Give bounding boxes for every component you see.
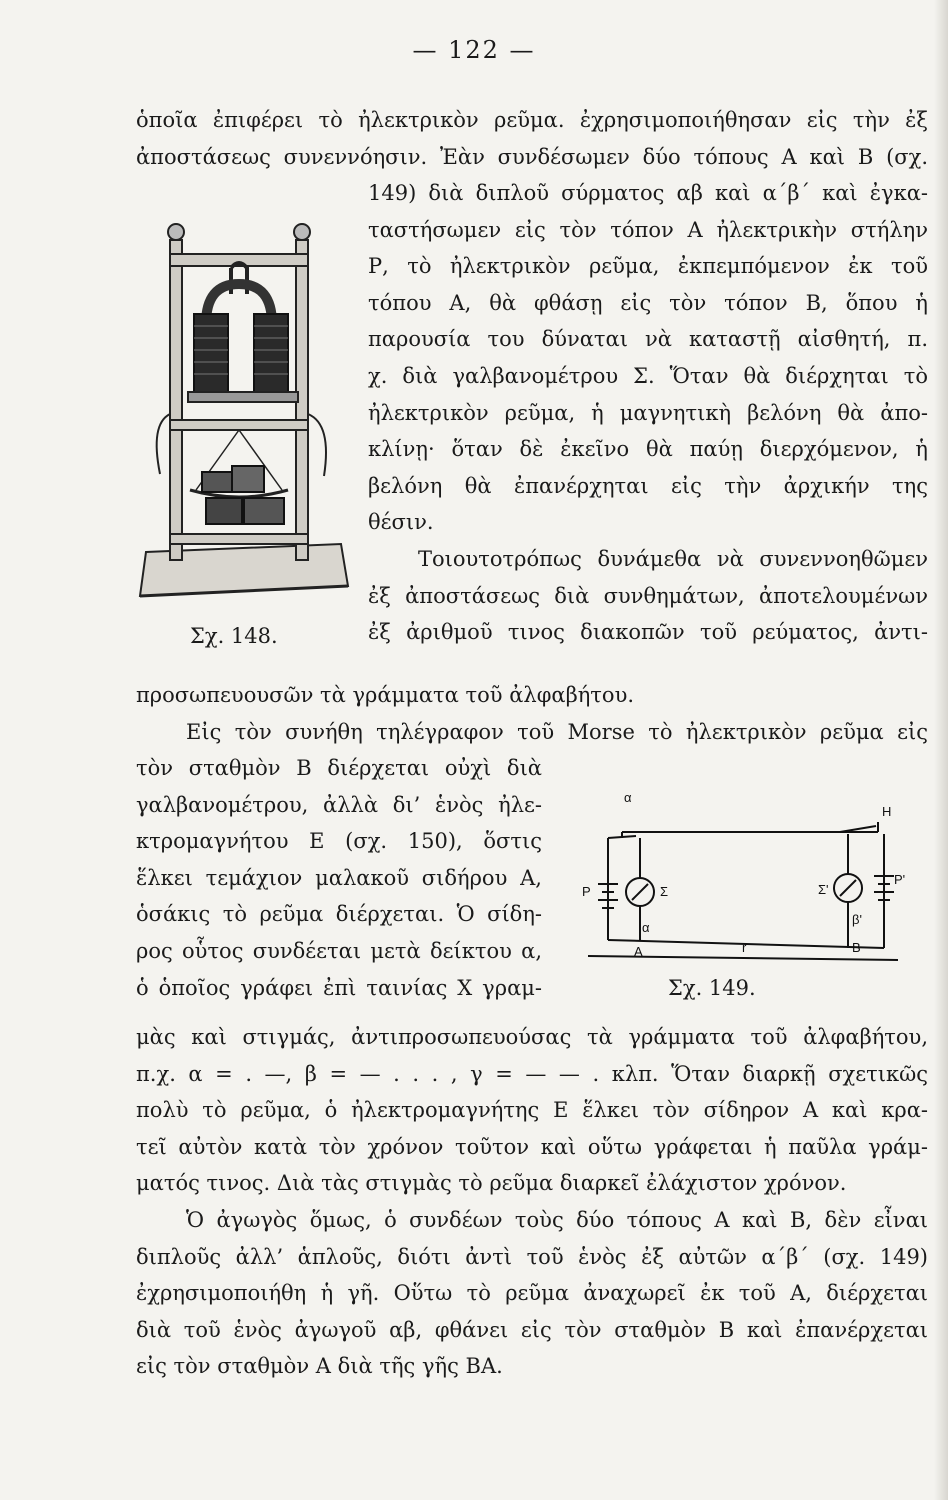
text-line: ἐξ ἀριθμοῦ τινος διακοπῶν τοῦ ρεύματος, ἀντι- [368,620,928,645]
text-line: ὁποῖα ἐπιφέρει τὸ ἠλεκτρικὸν ρεῦμα. ἐχρησιμοποιήθησαν εἰς τὴν ἐξ [136,108,928,132]
label-r: r [742,940,747,955]
text-line: εἰς τὸν σταθμὸν Α διὰ τῆς γῆς ΒΑ. [136,1354,503,1379]
paragraph-right-column [368,175,928,651]
text-line: ὁσάκις τὸ ρεῦμα διέρχεται. Ὁ σίδη- [136,902,542,927]
text-line: ἕλκει τεμάχιον μαλακοῦ σιδήρου Α, [136,865,542,890]
figure-148-electromagnet-illustration [136,214,358,614]
text-line: τεῖ αὐτὸν κατὰ τὸν χρόνον τοῦτον καὶ οὕτω γράφεται ἡ παῦλα γράμ- [136,1134,928,1159]
text-line: βελόνη θὰ ἐπανέρχηται εἰς τὴν ἀρχικήν της [368,473,928,498]
label-B: B [852,940,861,955]
paragraph-continuation [136,677,928,750]
text-line: 149) διὰ διπλοῦ σύρματος αβ καὶ α΄β΄ καὶ ἐγκα- [368,181,928,205]
text-line: Εἰς τὸν συνήθη τηλέγραφον τοῦ Morse τὸ ἠλεκτρικὸν ρεῦμα εἰς [186,719,928,744]
figure-149-circuit-diagram [578,780,914,970]
text-line: ματός τινος. Διὰ τὰς στιγμὰς τὸ ρεῦμα διαρκεῖ ἐλάχιστον χρόνον. [136,1171,847,1196]
text-line: Ρ, τὸ ἠλεκτρικὸν ρεῦμα, ἐκπεμπόμενον ἐκ τοῦ [368,254,928,279]
label-P: P [582,884,591,899]
paragraph-left-column [136,750,542,1006]
text-line: θέσιν. [368,510,434,535]
text-line: κτρομαγνήτου Ε (σχ. 150), ὅστις [136,829,542,854]
text-line: ἐχρησιμοποιήθη ἡ γῆ. Οὕτω τὸ ρεῦμα ἀναχωρεῖ ἐκ τοῦ Α, διέρχεται [136,1281,928,1306]
page-number: — 122 — [412,36,536,64]
paragraph-bottom [136,1019,928,1385]
text-line: Ὁ ἀγωγὸς ὅμως, ὁ συνδέων τοὺς δύο τόπους Α καὶ Β, δὲν εἶναι [186,1207,928,1232]
figure-148-caption: Σχ. 148. [190,624,278,648]
figure-149-caption: Σχ. 149. [668,976,756,1000]
label-P-prime: P' [894,872,906,887]
text-line: ἀποστάσεως συνεννόησιν. Ἐὰν συνδέσωμεν δύο τόπους Α καὶ Β (σχ. [136,144,928,169]
text-line: ὁ ὁποῖος γράφει ἐπὶ ταινίας Χ γραμ- [136,975,542,1000]
paragraph-top [136,102,928,175]
text-line: διπλοῦς ἀλλ’ ἁπλοῦς, διότι ἀντὶ τοῦ ἑνὸς ἐξ αὐτῶν α΄β΄ (σχ. 149) [136,1244,928,1269]
text-line: κλίνῃ· ὅταν δὲ ἐκεῖνο θὰ παύῃ διερχόμενον, ἡ [368,437,928,462]
text-line: π.χ. α = . —, β = — . . . , γ = — — . κλπ. Ὅταν διαρκῇ σχετικῶς [136,1061,928,1086]
text-line: διὰ τοῦ ἑνὸς ἀγωγοῦ αβ, φθάνει εἰς τὸν σταθμὸν Β καὶ ἐπανέρχεται [136,1317,928,1342]
text-line: παρουσία του δύναται νὰ καταστῇ αἰσθητή, π. [368,327,928,352]
label-beta-prime: β' [852,912,862,927]
text-line: πολὺ τὸ ρεῦμα, ὁ ἠλεκτρομαγνήτης Ε ἕλκει τὸν σίδηρον Α καὶ κρα- [136,1098,928,1123]
label-A: A [634,944,643,959]
label-H: H [882,804,892,819]
text-line: τόπου Α, θὰ φθάσῃ εἰς τὸν τόπον Β, ὅπου ἡ [368,290,928,315]
text-line: γαλβανομέτρου, ἀλλὰ δι’ ἑνὸς ἠλε- [136,792,542,817]
label-alpha-left: α [642,920,650,935]
text-line: ἠλεκτρικὸν ρεῦμα, ἡ μαγνητικὴ βελόνη θὰ ἀπο- [368,400,928,425]
text-line: Τοιουτοτρόπως δυνάμεθα νὰ συνεννοηθῶμεν [418,546,928,571]
text-line: τὸν σταθμὸν Β διέρχεται οὐχὶ διὰ [136,756,542,780]
text-line: ἐξ ἀποστάσεως διὰ συνθημάτων, ἀποτελουμένων [368,583,928,608]
label-alpha-top: α [624,790,632,805]
text-line: ρος οὗτος συνδέεται μετὰ δείκτου α, [136,938,542,963]
label-sigma: Σ [660,884,669,899]
text-line: μὰς καὶ στιγμάς, ἀντιπροσωπευούσας τὰ γράμματα τοῦ ἀλφαβήτου, [136,1025,928,1049]
page-edge-shadow [934,0,948,1500]
text-line: ταστήσωμεν εἰς τὸν τόπον Α ἠλεκτρικὴν στήλην [368,217,928,242]
label-sigma-prime: Σ' [818,882,829,897]
text-line: χ. διὰ γαλβανομέτρου Σ. Ὅταν θὰ διέρχηται τὸ [368,363,928,388]
text-line: προσωπευουσῶν τὰ γράμματα τοῦ ἀλφαβήτου. [136,683,635,707]
